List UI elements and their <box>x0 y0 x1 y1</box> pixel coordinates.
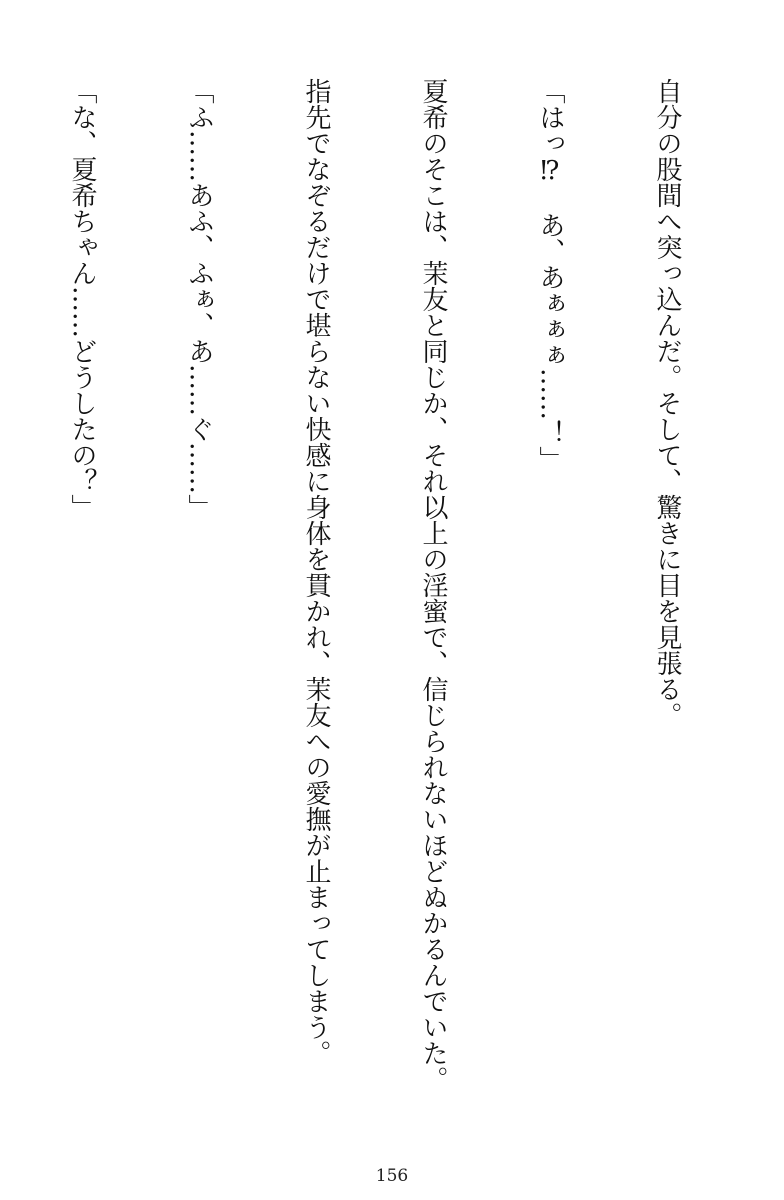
text-line-4: 指先でなぞるだけで堪らない快感に身体を貫かれ、茉友への愛撫が止まってしまう。 <box>301 78 331 1066</box>
page-number: 156 <box>375 1166 409 1186</box>
text-line-6: 「な、夏希ちゃん……どうしたの？」 <box>67 78 97 520</box>
vertical-text-block <box>0 78 764 1118</box>
text-line-1: 自分の股間へ突っ込んだ。そして、驚きに目を見張る。 <box>652 78 682 728</box>
text-line-5: 「ふ……あふ、ふぁ、あ……ぐ……」 <box>184 78 214 520</box>
text-line-2: 「はっ⁉ あ、あぁぁぁ……！」 <box>535 78 565 472</box>
text-line-3: 夏希のそこは、茉友と同じか、それ以上の淫蜜で、信じられないほどぬかるんでいた。 <box>418 78 448 1092</box>
